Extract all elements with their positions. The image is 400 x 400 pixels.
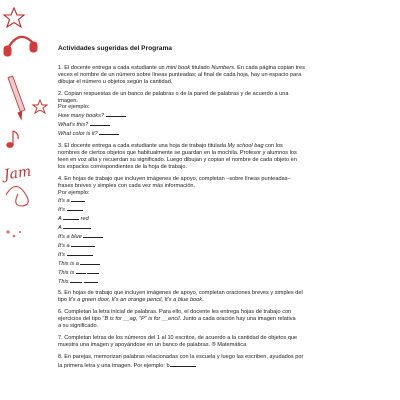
handwritten-jam-text: Jam [2, 163, 33, 184]
answer-blank [71, 196, 85, 202]
item2-line3: Por ejemplo: [58, 104, 90, 111]
item2-question-2: What's this? [58, 120, 384, 129]
item4-example-4: A [58, 223, 384, 232]
activity-item-8 [58, 354, 384, 370]
item4-line2: frases breves y simples con cada vez más información. [58, 182, 196, 189]
item4-example-9: This is [58, 268, 384, 277]
item3-line3: leen en voz alta y recuerdan su significado. Luego dibujan y copian el nombre de cada objeto en [58, 156, 297, 163]
star-doodle [4, 8, 24, 27]
item8-line1: 8. En parejas, memorizan palabras relacionadas con la escuela y luego las escriben, ayudados por [58, 353, 304, 360]
item4-line1: 4. En hojas de trabajo que incluyen imágenes de apoyo, completan –sobre líneas punteadas– [58, 175, 291, 182]
pencil-doodle [8, 76, 25, 121]
activity-item-5 [58, 290, 384, 304]
item4-example-6: It's a [58, 241, 384, 250]
answer-blank [90, 120, 110, 126]
answer-blank [63, 214, 79, 220]
item4-example-5: It's a blue [58, 232, 384, 241]
item3-line4: los espacios correspondientes de la hoja de trabajo. [58, 163, 188, 170]
answer-blank [67, 250, 93, 256]
activity-item-7 [58, 335, 384, 349]
item1-line2: veces el nombre de un número sobre líneas punteadas; al final de cada hoja, hay un espacio para [58, 71, 302, 78]
dots-doodle [6, 230, 21, 237]
item4-example-8: This is a [58, 259, 384, 268]
answer-blank [83, 232, 103, 238]
answer-blank [67, 205, 83, 211]
item5-line2: tipo It's a green door, It's an orange pencil, It's a blue book. [58, 297, 204, 304]
activity-item-2 [58, 91, 384, 138]
item4-example-10: This [58, 277, 384, 286]
answer-blank [99, 129, 119, 135]
answer-blank [70, 277, 82, 283]
item2-question-3: What color is it? [58, 129, 384, 138]
activity-item-3 [58, 143, 384, 171]
answer-blank [170, 361, 196, 367]
item4-line3: Por ejemplo: [58, 189, 90, 196]
item2-line2: imagen. [58, 97, 78, 104]
item6-line3: a su significado. [58, 323, 99, 330]
decorative-doodles [0, 0, 52, 400]
star-doodle-2 [33, 100, 47, 113]
item7-line1: 7. Completan letras de los números del 1 al 10 escritos, de acuerdo a la cantidad de objetos que [58, 335, 298, 341]
headphones-doodle [4, 37, 37, 56]
item1-line3: dibujar el número u objetos según la cantidad. [58, 78, 173, 85]
item2-line1: 2. Copian respuestas de un banco de palabras o de la pared de palabras y de acuerdo a una [58, 90, 289, 97]
activity-item-6 [58, 309, 384, 330]
music-note-doodle [7, 131, 18, 147]
answer-blank [76, 268, 86, 274]
item5-line1: 5. En hojas de trabajo que incluyen imágenes de apoyo, completan oraciones breves y simples del [58, 290, 303, 297]
item4-example-3: A red [58, 216, 89, 223]
item8-line2: la primera letra y una imagen. Por ejemplo: b [58, 361, 384, 370]
item3-line2: nombres de ciertos objetos que habitualmente se guardan en la mochila. Profesor y alumnos los [58, 149, 297, 156]
answer-blank [63, 223, 91, 229]
item6-line1: 6. Completan la letra inicial de palabras. Para ello, el docente les entrega hojas de trabajo con [58, 309, 292, 316]
activity-item-4 [58, 176, 384, 286]
answer-blank [106, 111, 126, 117]
answer-blank [84, 277, 98, 283]
document-title: Actividades sugeridas del Programa [58, 45, 172, 52]
answer-blank [71, 241, 95, 247]
answer-blank [80, 259, 100, 265]
activity-item-1 [58, 65, 384, 86]
item4-example-2: It's [58, 205, 384, 214]
item3-line1: 3. El docente entrega a cada estudiante una hoja de trabajo titulada My school bag con los [58, 143, 283, 150]
item4-example-7: It's [58, 250, 384, 259]
answer-blank [87, 268, 99, 274]
item2-question-1: How many books? [58, 111, 384, 120]
document-page [58, 46, 384, 375]
item6-line2: ejercicios del tipo "B is for __ag, "P" is for __encil. Junto a cada oración hay una imagen relativa [58, 316, 296, 323]
swirl-doodle [6, 187, 28, 207]
item4-example-1: It's a [58, 196, 384, 205]
item1-line1: 1. El docente entrega a cada estudiante un mini book titulado Numbers. En cada página copian tres [58, 64, 305, 71]
item7-line2: muestra una imagen y apoyándose en un banco de palabras. ® Matemática [58, 341, 247, 348]
